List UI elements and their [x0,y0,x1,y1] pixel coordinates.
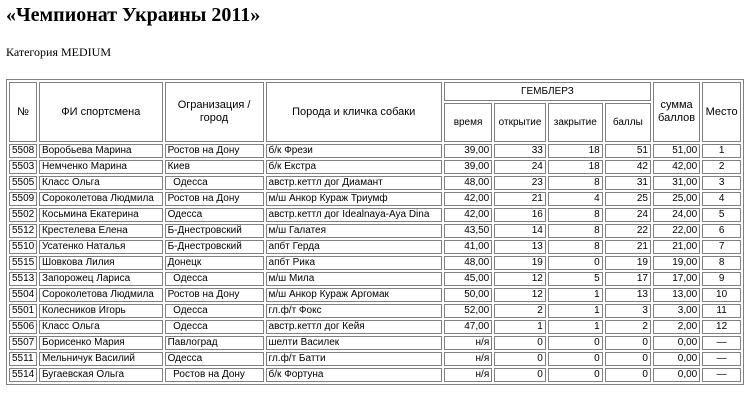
header-opening: открытие [494,103,546,142]
cell-time: н/я [444,336,492,350]
cell-closing: 8 [548,208,603,222]
cell-sum: 21,00 [653,240,700,254]
cell-time: 45,00 [444,272,492,286]
table-row [9,320,741,334]
cell-breed: австр.кеттл дог Диамант [266,176,442,190]
cell-name: Запорожец Лариса [39,272,163,286]
cell-time: 42,00 [444,192,492,206]
cell-num: 5504 [9,288,37,302]
cell-opening: 12 [494,288,546,302]
table-row [9,240,741,254]
cell-points: 22 [605,224,651,238]
cell-org: Одесса [165,208,264,222]
header-closing: закрытие [548,103,603,142]
cell-opening: 24 [494,160,546,174]
cell-name: Класс Ольга [39,320,163,334]
cell-num: 5515 [9,256,37,270]
cell-org: Павлоград [165,336,264,350]
cell-sum: 3,00 [653,304,700,318]
cell-name: Усатенко Наталья [39,240,163,254]
cell-points: 42 [605,160,651,174]
cell-breed: м/ш Галатея [266,224,442,238]
cell-breed: австр.кеттл дог Кейя [266,320,442,334]
cell-closing: 1 [548,320,603,334]
cell-place: 3 [702,176,741,190]
cell-name: Борисенко Мария [39,336,163,350]
cell-opening: 16 [494,208,546,222]
cell-opening: 13 [494,240,546,254]
table-row [9,288,741,302]
cell-time: 43,50 [444,224,492,238]
cell-place: 5 [702,208,741,222]
cell-breed: б/к Фортуна [266,368,442,382]
cell-opening: 12 [494,272,546,286]
cell-opening: 23 [494,176,546,190]
cell-place: 1 [702,144,741,158]
cell-place: — [702,336,741,350]
cell-time: 48,00 [444,256,492,270]
cell-sum: 31,00 [653,176,700,190]
page-title: «Чемпионат Украины 2011» [6,4,261,26]
cell-sum: 0,00 [653,368,700,382]
header-place: Место [702,82,741,142]
cell-num: 5501 [9,304,37,318]
cell-breed: гл.ф/т Батти [266,352,442,366]
cell-opening: 14 [494,224,546,238]
cell-closing: 8 [548,240,603,254]
cell-num: 5509 [9,192,37,206]
cell-place: 8 [702,256,741,270]
header-breed: Порода и кличка собаки [266,82,442,142]
cell-breed: м/ш Анкор Кураж Аргомак [266,288,442,302]
table-row [9,256,741,270]
cell-num: 5503 [9,160,37,174]
cell-points: 25 [605,192,651,206]
cell-time: 50,00 [444,288,492,302]
results-table [6,79,744,385]
cell-breed: гл.ф/т Фокс [266,304,442,318]
cell-org: Одесса [165,304,264,318]
cell-points: 21 [605,240,651,254]
cell-org: Одесса [165,176,264,190]
cell-num: 5507 [9,336,37,350]
cell-num: 5510 [9,240,37,254]
cell-points: 51 [605,144,651,158]
cell-points: 24 [605,208,651,222]
cell-closing: 0 [548,368,603,382]
cell-name: Шовкова Лилия [39,256,163,270]
cell-closing: 8 [548,224,603,238]
cell-place: — [702,352,741,366]
cell-closing: 4 [548,192,603,206]
cell-opening: 21 [494,192,546,206]
cell-closing: 1 [548,288,603,302]
cell-num: 5506 [9,320,37,334]
cell-closing: 8 [548,176,603,190]
header-num: № [9,82,37,142]
cell-name: Сороколетова Людмила [39,192,163,206]
table-row [9,176,741,190]
cell-time: 47,00 [444,320,492,334]
cell-org: Б-Днестровский [165,240,264,254]
cell-breed: апбт Рика [266,256,442,270]
cell-num: 5513 [9,272,37,286]
cell-num: 5512 [9,224,37,238]
cell-place: 10 [702,288,741,302]
cell-breed: м/ш Мила [266,272,442,286]
cell-breed: б/к Фрези [266,144,442,158]
cell-points: 0 [605,368,651,382]
cell-closing: 1 [548,304,603,318]
cell-sum: 24,00 [653,208,700,222]
cell-sum: 0,00 [653,336,700,350]
cell-opening: 1 [494,320,546,334]
cell-sum: 17,00 [653,272,700,286]
cell-sum: 22,00 [653,224,700,238]
cell-breed: б/к Екстра [266,160,442,174]
cell-sum: 13,00 [653,288,700,302]
cell-points: 17 [605,272,651,286]
cell-sum: 51,00 [653,144,700,158]
cell-place: 9 [702,272,741,286]
cell-org: Ростов на Дону [165,192,264,206]
cell-time: 48,00 [444,176,492,190]
category-label: Категория MEDIUM [6,45,111,59]
cell-sum: 42,00 [653,160,700,174]
cell-breed: шелти Василек [266,336,442,350]
cell-opening: 0 [494,336,546,350]
header-sum: сумма баллов [653,82,700,142]
cell-num: 5514 [9,368,37,382]
cell-time: н/я [444,352,492,366]
cell-org: Одесса [165,320,264,334]
cell-opening: 2 [494,304,546,318]
cell-place: — [702,368,741,382]
table-row [9,160,741,174]
cell-points: 2 [605,320,651,334]
cell-opening: 33 [494,144,546,158]
cell-place: 6 [702,224,741,238]
cell-place: 7 [702,240,741,254]
cell-org: Ростов на Дону [165,368,264,382]
cell-opening: 19 [494,256,546,270]
cell-closing: 0 [548,256,603,270]
cell-num: 5505 [9,176,37,190]
cell-place: 11 [702,304,741,318]
cell-place: 2 [702,160,741,174]
cell-org: Ростов на Дону [165,144,264,158]
cell-opening: 0 [494,368,546,382]
header-group: ГЕМБЛЕРЗ [444,82,651,101]
cell-name: Косьмина Екатерина [39,208,163,222]
cell-time: 39,00 [444,160,492,174]
cell-time: 39,00 [444,144,492,158]
header-name: ФИ спортсмена [39,82,163,142]
cell-breed: австр.кеттл дог Idealnaya-Aya Dina [266,208,442,222]
cell-breed: апбт Герда [266,240,442,254]
cell-name: Мельничук Василий [39,352,163,366]
cell-org: Ростов на Дону [165,288,264,302]
results-body [9,144,741,382]
table-row [9,192,741,206]
cell-name: Класс Ольга [39,176,163,190]
cell-closing: 18 [548,144,603,158]
cell-time: 41,00 [444,240,492,254]
cell-closing: 5 [548,272,603,286]
cell-breed: м/ш Анкор Кураж Триумф [266,192,442,206]
cell-time: н/я [444,368,492,382]
cell-name: Крестелева Елена [39,224,163,238]
cell-sum: 0,00 [653,352,700,366]
header-points: баллы [605,103,651,142]
cell-closing: 0 [548,336,603,350]
cell-sum: 25,00 [653,192,700,206]
cell-points: 13 [605,288,651,302]
cell-closing: 18 [548,160,603,174]
header-org: Огранизация / город [165,82,264,142]
cell-points: 0 [605,352,651,366]
cell-closing: 0 [548,352,603,366]
cell-opening: 0 [494,352,546,366]
cell-num: 5508 [9,144,37,158]
table-row [9,304,741,318]
cell-name: Немченко Марина [39,160,163,174]
header-time: время [444,103,492,142]
cell-points: 3 [605,304,651,318]
table-row [9,144,741,158]
cell-org: Киев [165,160,264,174]
cell-num: 5511 [9,352,37,366]
table-row [9,224,741,238]
cell-name: Колесников Игорь [39,304,163,318]
cell-org: Одесса [165,272,264,286]
cell-name: Сороколетова Людмила [39,288,163,302]
table-row [9,368,741,382]
table-row [9,272,741,286]
cell-org: Одесса [165,352,264,366]
cell-place: 4 [702,192,741,206]
cell-name: Бугаевская Ольга [39,368,163,382]
cell-sum: 19,00 [653,256,700,270]
cell-place: 12 [702,320,741,334]
cell-time: 52,00 [444,304,492,318]
table-row [9,336,741,350]
cell-points: 19 [605,256,651,270]
cell-org: Донецк [165,256,264,270]
cell-org: Б-Днестровский [165,224,264,238]
cell-points: 0 [605,336,651,350]
cell-sum: 2,00 [653,320,700,334]
table-row [9,352,741,366]
cell-name: Воробьева Марина [39,144,163,158]
table-row [9,208,741,222]
cell-time: 42,00 [444,208,492,222]
cell-num: 5502 [9,208,37,222]
cell-points: 31 [605,176,651,190]
